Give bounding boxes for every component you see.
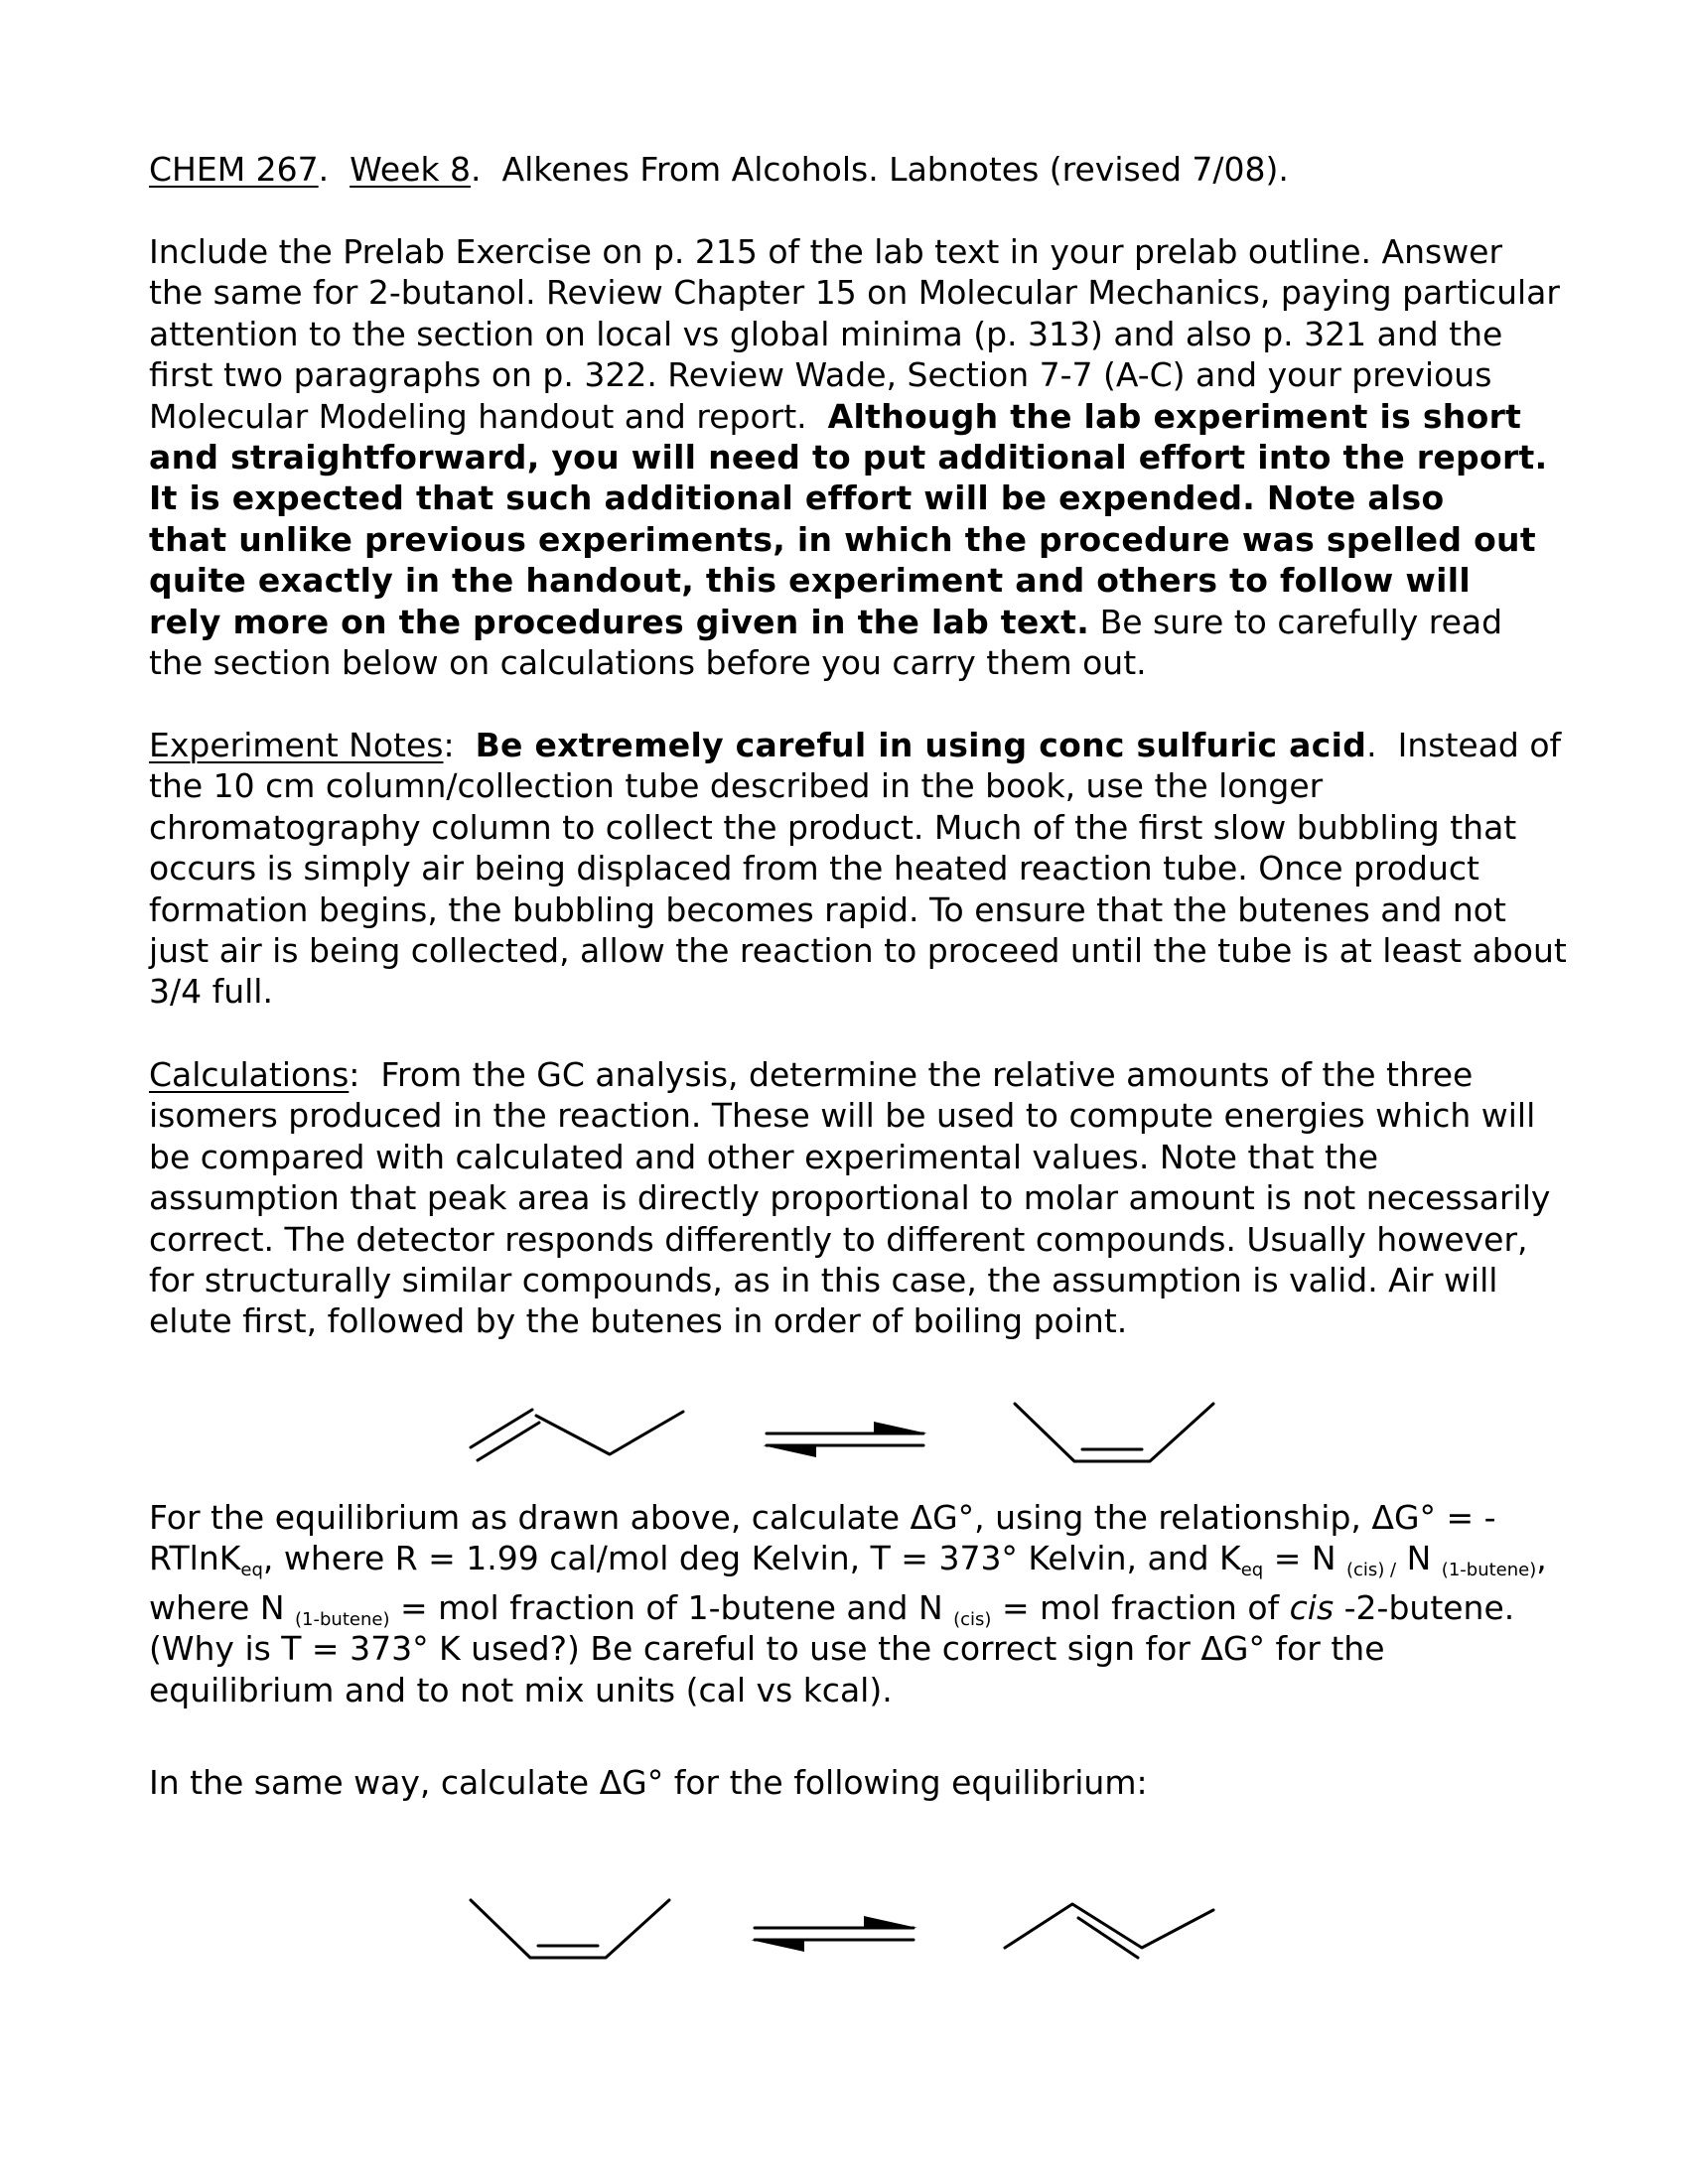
equilibrium-arrows-icon: [763, 1422, 927, 1457]
equilibrium-arrows-icon: [751, 1916, 917, 1952]
calculations-line: be compared with calculated and other experimental values. Note that the: [149, 1137, 1379, 1176]
intro-bold-line: quite exactly in the handout, this experiment and others to follow will: [149, 561, 1471, 601]
intro-text: Be sure to carefully read: [1099, 602, 1503, 641]
equilibrium-scheme-2: [0, 1866, 1688, 1985]
document-title: Alkenes From Alcohols. Labnotes (revised 7/08).: [501, 150, 1289, 189]
experiment-notes-line: just air is being collected, allow the reaction to proceed until the tube is at least about: [149, 931, 1567, 971]
calculations-text: From the GC analysis, determine the relative amounts of the three: [380, 1055, 1474, 1094]
course-code: CHEM 267: [149, 150, 319, 189]
formula-subscript: (cis) /: [1346, 1560, 1397, 1581]
1-butene-structure: [471, 1410, 683, 1460]
document-header: CHEM 267. Week 8. Alkenes From Alcohols. Labnotes (revised 7/08).: [149, 150, 1289, 189]
calculations-heading: Calculations: [149, 1055, 350, 1094]
intro-line: the section below on calculations before you carry them out.: [149, 643, 1147, 683]
formula-subscript: eq: [1240, 1560, 1264, 1581]
cis-2-butene-structure: [1015, 1404, 1213, 1461]
calculations-line: elute first, followed by the butenes in order of boiling point.: [149, 1301, 1128, 1341]
equilibrium2-paragraph: [149, 1762, 1539, 1803]
equilibrium1-formula-line: [149, 1538, 1547, 1581]
definition-subscript: (1-butene): [295, 1608, 390, 1630]
equilibrium1-line: equilibrium and to not mix units (cal vs kcal).: [149, 1670, 893, 1709]
intro-bold-text: Although the lab experiment is short: [827, 396, 1522, 436]
intro-bold-text: rely more on the procedures given in the lab text.: [149, 602, 1090, 641]
intro-text: Molecular Modeling handout and report.: [149, 396, 807, 436]
calculations-line: isomers produced in the reaction. These will be used to compute energies which will: [149, 1096, 1536, 1136]
equilibrium-scheme-1: [0, 1370, 1688, 1489]
trans-2-butene-structure: [1005, 1904, 1213, 1958]
week-label: Week 8: [350, 150, 472, 189]
intro-paragraph: [149, 231, 1560, 683]
calculations-first-line: Calculations: From the GC analysis, determine the relative amounts of the three: [149, 1055, 1474, 1094]
intro-bold-line: that unlike previous experiments, in which the procedure was spelled out: [149, 519, 1536, 559]
cis-2-butene-structure: [471, 1900, 669, 1958]
definition-text: = mol fraction of 1-butene and N: [389, 1587, 954, 1627]
intro-bold-line: and straightforward, you will need to put additional effort into the report.: [149, 438, 1548, 478]
calculations-line: for structurally similar compounds, as in this case, the assumption is valid. Air will: [149, 1261, 1498, 1300]
formula-text: RTlnK: [149, 1539, 241, 1578]
formula-text: , where R = 1.99 cal/mol deg Kelvin, T = 373° Kelvin, and K: [262, 1539, 1241, 1578]
formula-text: ,: [1536, 1539, 1547, 1578]
intro-line: first two paragraphs on p. 322. Review Wade, Section 7-7 (A-C) and your previous: [149, 355, 1492, 395]
formula-subscript: (1-butene): [1441, 1560, 1537, 1581]
definition-text: -2-butene.: [1334, 1587, 1515, 1627]
intro-bold-line: It is expected that such additional effort will be expended. Note also: [149, 478, 1445, 518]
definition-text: = mol fraction of: [991, 1587, 1290, 1627]
experiment-notes-heading: Experiment Notes: [149, 726, 444, 764]
calculations-section: [149, 1054, 1551, 1342]
experiment-notes-line: 3/4 full.: [149, 972, 273, 1012]
cis-italic: cis: [1289, 1587, 1335, 1627]
equilibrium1-line: For the equilibrium as drawn above, calculate ΔG°, using the relationship, ΔG° = -: [149, 1498, 1496, 1537]
experiment-notes-first-line: Experiment Notes: Be extremely careful in using conc sulfuric acid. Instead of: [149, 726, 1562, 764]
calculations-line: assumption that peak area is directly proportional to molar amount is not necessarily: [149, 1178, 1551, 1218]
experiment-notes-line: the 10 cm column/collection tube described in the book, use the longer: [149, 766, 1324, 806]
equilibrium2-line: In the same way, calculate ΔG° for the following equilibrium:: [149, 1763, 1148, 1802]
equilibrium1-definition-line: [149, 1587, 1539, 1628]
definition-text: where N: [149, 1587, 296, 1627]
equilibrium1-line: (Why is T = 373° K used?) Be careful to use the correct sign for ΔG° for the: [149, 1629, 1385, 1669]
intro-line: [149, 396, 1539, 437]
intro-line: [149, 602, 1539, 642]
intro-line: attention to the section on local vs global minima (p. 313) and also p. 321 and the: [149, 314, 1503, 353]
experiment-notes-line: chromatography column to collect the product. Much of the first slow bubbling that: [149, 807, 1517, 847]
experiment-notes-section: [149, 725, 1567, 1013]
experiment-notes-line: occurs is simply air being displaced from the heated reaction tube. Once product: [149, 849, 1479, 888]
experiment-notes-text: Instead of: [1397, 726, 1562, 764]
formula-text: N: [1396, 1539, 1442, 1578]
calculations-line: correct. The detector responds differently to different compounds. Usually however,: [149, 1219, 1528, 1259]
definition-subscript: (cis): [953, 1608, 992, 1630]
equilibrium1-paragraph: [149, 1497, 1547, 1710]
intro-line: the same for 2-butanol. Review Chapter 15 on Molecular Mechanics, paying particular: [149, 273, 1560, 313]
formula-subscript: eq: [240, 1560, 263, 1581]
sulfuric-acid-warning: Be extremely careful in using conc sulfuric acid: [475, 726, 1367, 764]
intro-line: Include the Prelab Exercise on p. 215 of the lab text in your prelab outline. Answer: [149, 232, 1503, 271]
experiment-notes-line: formation begins, the bubbling becomes rapid. To ensure that the butenes and not: [149, 889, 1506, 929]
formula-text: = N: [1263, 1539, 1347, 1578]
